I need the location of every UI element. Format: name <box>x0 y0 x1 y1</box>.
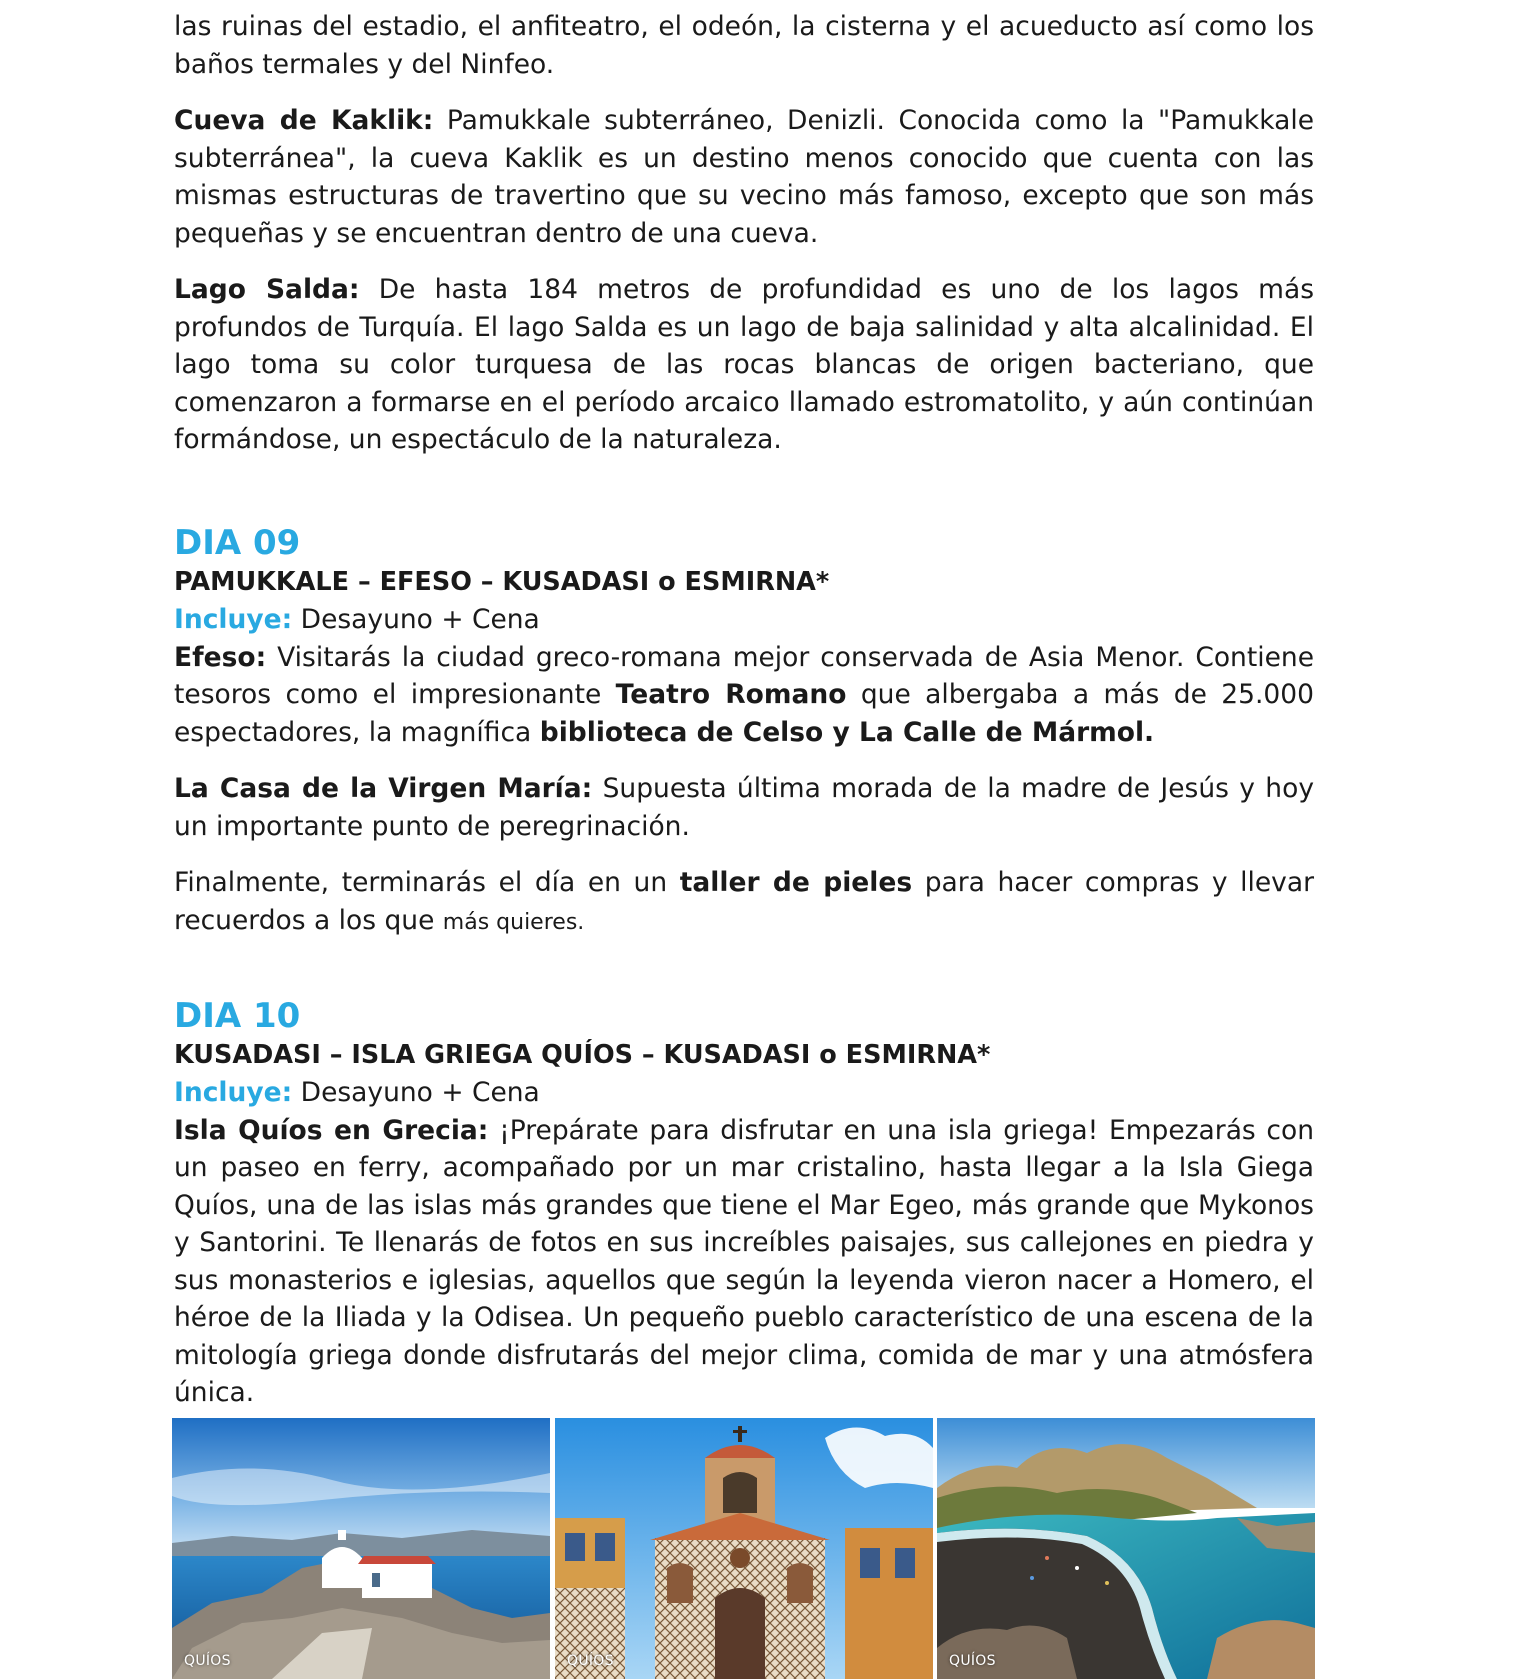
final-bold: taller de pieles <box>679 867 913 898</box>
photo-caption: QUÍOS <box>567 1653 614 1669</box>
intro-paragraph: las ruinas del estadio, el anfiteatro, el odeón, la cisterna y el acueducto así como los baños termales y del Ninfeo. <box>174 11 1314 80</box>
photo-beach <box>937 1418 1315 1679</box>
quios-paragraph <box>174 1112 1314 1412</box>
quios-text: ¡Prepárate para disfrutar en una isla griega! Empezarás con un paseo en ferry, acompañado por un mar cristalino, hasta llegar a la Isla Giega Quíos, una de las islas más grandes que tiene el Mar Egeo, más grande que Mykonos y Santorini. Te llenarás de fotos en sus increíbles paisajes, sus callejones en piedra y sus monasterios e iglesias, aquellos que según la leyenda vieron nacer a Homero, el héroe de la Iliada y la Odisea. Un pequeño pueblo característico de una escena de la mitología griega donde disfrutarás del mejor clima, comida de mar y una atmósfera única. <box>174 1114 1314 1408</box>
day9-route: PAMUKKALE – EFESO – KUSADASI o ESMIRNA* <box>174 567 830 597</box>
efeso-text-2: que albergaba a más de 25.000 espectadores, la magnífica <box>174 679 1314 748</box>
day10-section <box>174 996 1314 1412</box>
virgen-paragraph <box>174 770 1314 845</box>
kaklik-title: Cueva de Kaklik: <box>174 105 434 136</box>
final-text-2: para hacer compras y llevar recuerdos a los que <box>174 867 1314 936</box>
day10-includes <box>174 1074 1314 1112</box>
day10-includes-text: Desayuno + Cena <box>292 1077 540 1108</box>
day9-includes-text: Desayuno + Cena <box>292 604 540 635</box>
efeso-title: Efeso: <box>174 641 267 673</box>
day9-includes-label: Incluye: <box>174 604 293 635</box>
efeso-paragraph <box>174 639 1314 752</box>
final-text-1: Finalmente, terminarás el día en un <box>174 867 680 898</box>
chapel-illustration <box>172 1418 550 1679</box>
final-paragraph <box>174 864 1314 941</box>
photo-church <box>555 1418 933 1679</box>
salda-text: De hasta 184 metros de profundidad es uno de los lagos más profundos de Turquía. El lago Salda es un lago de baja salinidad y alta alcalinidad. El lago toma su color turquesa de las rocas blancas de origen bacteriano, que comenzaron a formarse en el período arcaico llamado estromatolito, y aún continúan formándose, un espectáculo de la naturaleza. <box>174 274 1314 455</box>
beach-illustration <box>937 1418 1315 1679</box>
photo-caption: QUÍOS <box>949 1653 996 1669</box>
church-illustration <box>555 1418 933 1679</box>
day9-section <box>174 523 1314 941</box>
kaklik-text: Pamukkale subterráneo, Denizli. Conocida como la "Pamukkale subterránea", la cueva Kaklik es un destino menos conocido que cuenta con las mismas estructuras de travertino que su vecino más famoso, excepto que son más pequeñas y se encuentran dentro de una cueva. <box>174 105 1314 249</box>
day10-route: KUSADASI – ISLA GRIEGA QUÍOS – KUSADASI o ESMIRNA* <box>174 1040 991 1070</box>
virgen-text: Supuesta última morada de la madre de Jesús y hoy un importante punto de peregrinación. <box>174 773 1315 842</box>
kaklik-paragraph <box>174 102 1314 252</box>
salda-paragraph <box>174 271 1314 459</box>
day10-label: DIA 10 <box>174 996 301 1036</box>
photo-caption: QUÍOS <box>184 1653 231 1669</box>
quios-title: Isla Quíos en Grecia: <box>174 1114 489 1146</box>
final-small: más quieres. <box>442 909 585 935</box>
salda-title: Lago Salda: <box>174 274 360 305</box>
efeso-bold-2: biblioteca de Celso y La Calle de Mármol. <box>539 716 1155 748</box>
efeso-text-1: Visitarás la ciudad greco-romana mejor conservada de Asia Menor. Contiene tesoros como el impresionante <box>174 641 1314 710</box>
virgen-title: La Casa de la Virgen María: <box>174 773 593 804</box>
day9-label: DIA 09 <box>174 523 301 563</box>
day9-includes <box>174 601 1314 639</box>
efeso-bold-1: Teatro Romano <box>615 679 847 710</box>
day10-includes-label: Incluye: <box>174 1077 293 1108</box>
photo-chapel <box>172 1418 550 1679</box>
photo-strip <box>172 1418 1315 1679</box>
